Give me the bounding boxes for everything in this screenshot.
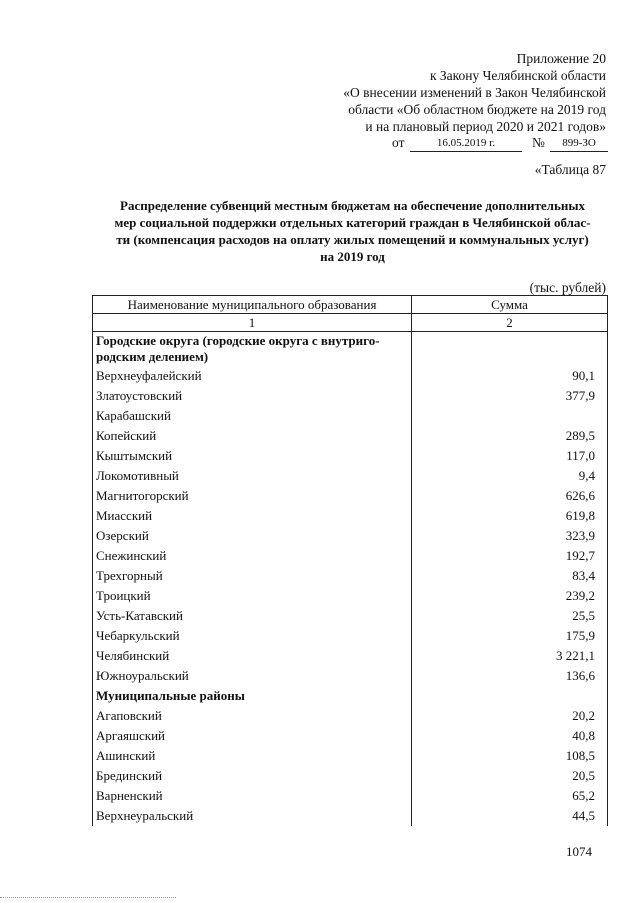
table-row	[93, 646, 608, 666]
title-line: Распределение субвенций местным бюджетам на обеспечение дополнительных	[120, 198, 585, 213]
section-row	[93, 686, 608, 706]
municipality-name: Усть-Катавский	[93, 606, 412, 626]
table-row	[93, 446, 608, 466]
municipality-name: Троицкий	[93, 586, 412, 606]
municipality-name: Магнитогорский	[93, 486, 412, 506]
table-row	[93, 566, 608, 586]
subsidy-amount: 44,5	[412, 806, 608, 826]
municipality-name: Чебаркульский	[93, 626, 412, 646]
municipality-name: Миасский	[93, 506, 412, 526]
municipality-name: Верхнеуфалейский	[93, 366, 412, 386]
subsidy-amount: 619,8	[412, 506, 608, 526]
subsidy-amount: 377,9	[412, 386, 608, 406]
column-header-sum: Сумма	[412, 296, 608, 314]
subsidy-amount: 9,4	[412, 466, 608, 486]
section-title-line: Городские округа (городские округа с внутриго-	[96, 333, 380, 348]
header-line: к Закону Челябинской области	[429, 68, 606, 83]
municipality-name: Агаповский	[93, 706, 412, 726]
subsidy-amount: 20,2	[412, 706, 608, 726]
municipality-name: Брединский	[93, 766, 412, 786]
table-row	[93, 526, 608, 546]
law-signature-line	[392, 135, 608, 152]
table-row	[93, 666, 608, 686]
table-row	[93, 426, 608, 446]
subsidy-amount	[412, 406, 608, 426]
municipality-name: Озерский	[93, 526, 412, 546]
subsidy-amount: 289,5	[412, 426, 608, 446]
municipality-name: Аргаяшский	[93, 726, 412, 746]
municipality-name: Карабашский	[93, 406, 412, 426]
subsidy-amount: 175,9	[412, 626, 608, 646]
subsidy-amount: 40,8	[412, 726, 608, 746]
header-row	[93, 296, 608, 314]
table-row	[93, 706, 608, 726]
subsidy-amount: 108,5	[412, 746, 608, 766]
header-line: Приложение 20	[516, 51, 606, 66]
title-line: на 2019 год	[320, 249, 385, 264]
number-label: №	[532, 135, 545, 150]
ot-label: от	[392, 135, 405, 150]
table-row	[93, 626, 608, 646]
table-row	[93, 386, 608, 406]
municipality-name: Варненский	[93, 786, 412, 806]
table-body	[93, 332, 608, 827]
subsidy-amount: 20,5	[412, 766, 608, 786]
municipality-name: Кыштымский	[93, 446, 412, 466]
column-number: 1	[93, 314, 412, 332]
header-line: «О внесении изменений в Закон Челябинской	[343, 85, 606, 100]
table-row	[93, 406, 608, 426]
title-line: ти (компенсация расходов на оплату жилых помещений и коммунальных услуг)	[116, 232, 589, 247]
section-sum	[412, 332, 608, 367]
subsidy-amount: 323,9	[412, 526, 608, 546]
section-title	[93, 686, 412, 706]
table-row	[93, 466, 608, 486]
subsidy-amount: 3 221,1	[412, 646, 608, 666]
subsidy-amount: 239,2	[412, 586, 608, 606]
municipality-name: Трехгорный	[93, 566, 412, 586]
law-date: 16.05.2019 г.	[410, 135, 522, 152]
table-row	[93, 486, 608, 506]
section-sum	[412, 686, 608, 706]
municipality-name: Копейский	[93, 426, 412, 446]
footnote-separator	[0, 897, 176, 898]
subsidy-amount: 626,6	[412, 486, 608, 506]
municipality-name: Локомотивный	[93, 466, 412, 486]
municipality-name: Южноуральский	[93, 666, 412, 686]
municipality-name: Ашинский	[93, 746, 412, 766]
municipality-name: Верхнеуральский	[93, 806, 412, 826]
subsidy-table	[92, 295, 608, 826]
page-number: 1074	[566, 844, 592, 859]
subsidy-amount: 83,4	[412, 566, 608, 586]
header-line: и на плановый период 2020 и 2021 годов»	[365, 119, 606, 134]
law-number: 899-ЗО	[550, 135, 608, 152]
table-row	[93, 806, 608, 826]
appendix-header	[343, 50, 606, 135]
table-row	[93, 766, 608, 786]
table-row	[93, 786, 608, 806]
subsidy-amount: 90,1	[412, 366, 608, 386]
column-number-row	[93, 314, 608, 332]
column-number: 2	[412, 314, 608, 332]
header-line: области «Об областном бюджете на 2019 год	[348, 102, 606, 117]
section-row	[93, 332, 608, 367]
table-row	[93, 746, 608, 766]
municipality-name: Снежинский	[93, 546, 412, 566]
section-title	[93, 332, 412, 367]
table-reference: «Таблица 87	[534, 162, 606, 177]
subsidy-amount: 65,2	[412, 786, 608, 806]
subsidy-amount: 117,0	[412, 446, 608, 466]
table-row	[93, 546, 608, 566]
title-line: мер социальной поддержки отдельных категорий граждан в Челябинской облас-	[114, 215, 591, 230]
section-title-line: Муниципальные районы	[96, 688, 245, 703]
municipality-name: Златоустовский	[93, 386, 412, 406]
column-header-name: Наименование муниципального образования	[93, 296, 412, 314]
document-title	[95, 197, 610, 265]
table-row	[93, 506, 608, 526]
municipality-name: Челябинский	[93, 646, 412, 666]
table-row	[93, 606, 608, 626]
subsidy-amount: 25,5	[412, 606, 608, 626]
unit-label: (тыс. рублей)	[529, 280, 606, 295]
table-row	[93, 366, 608, 386]
subsidy-amount: 192,7	[412, 546, 608, 566]
table-row	[93, 586, 608, 606]
table-row	[93, 726, 608, 746]
section-title-line: родским делением)	[96, 349, 209, 364]
subsidy-amount: 136,6	[412, 666, 608, 686]
